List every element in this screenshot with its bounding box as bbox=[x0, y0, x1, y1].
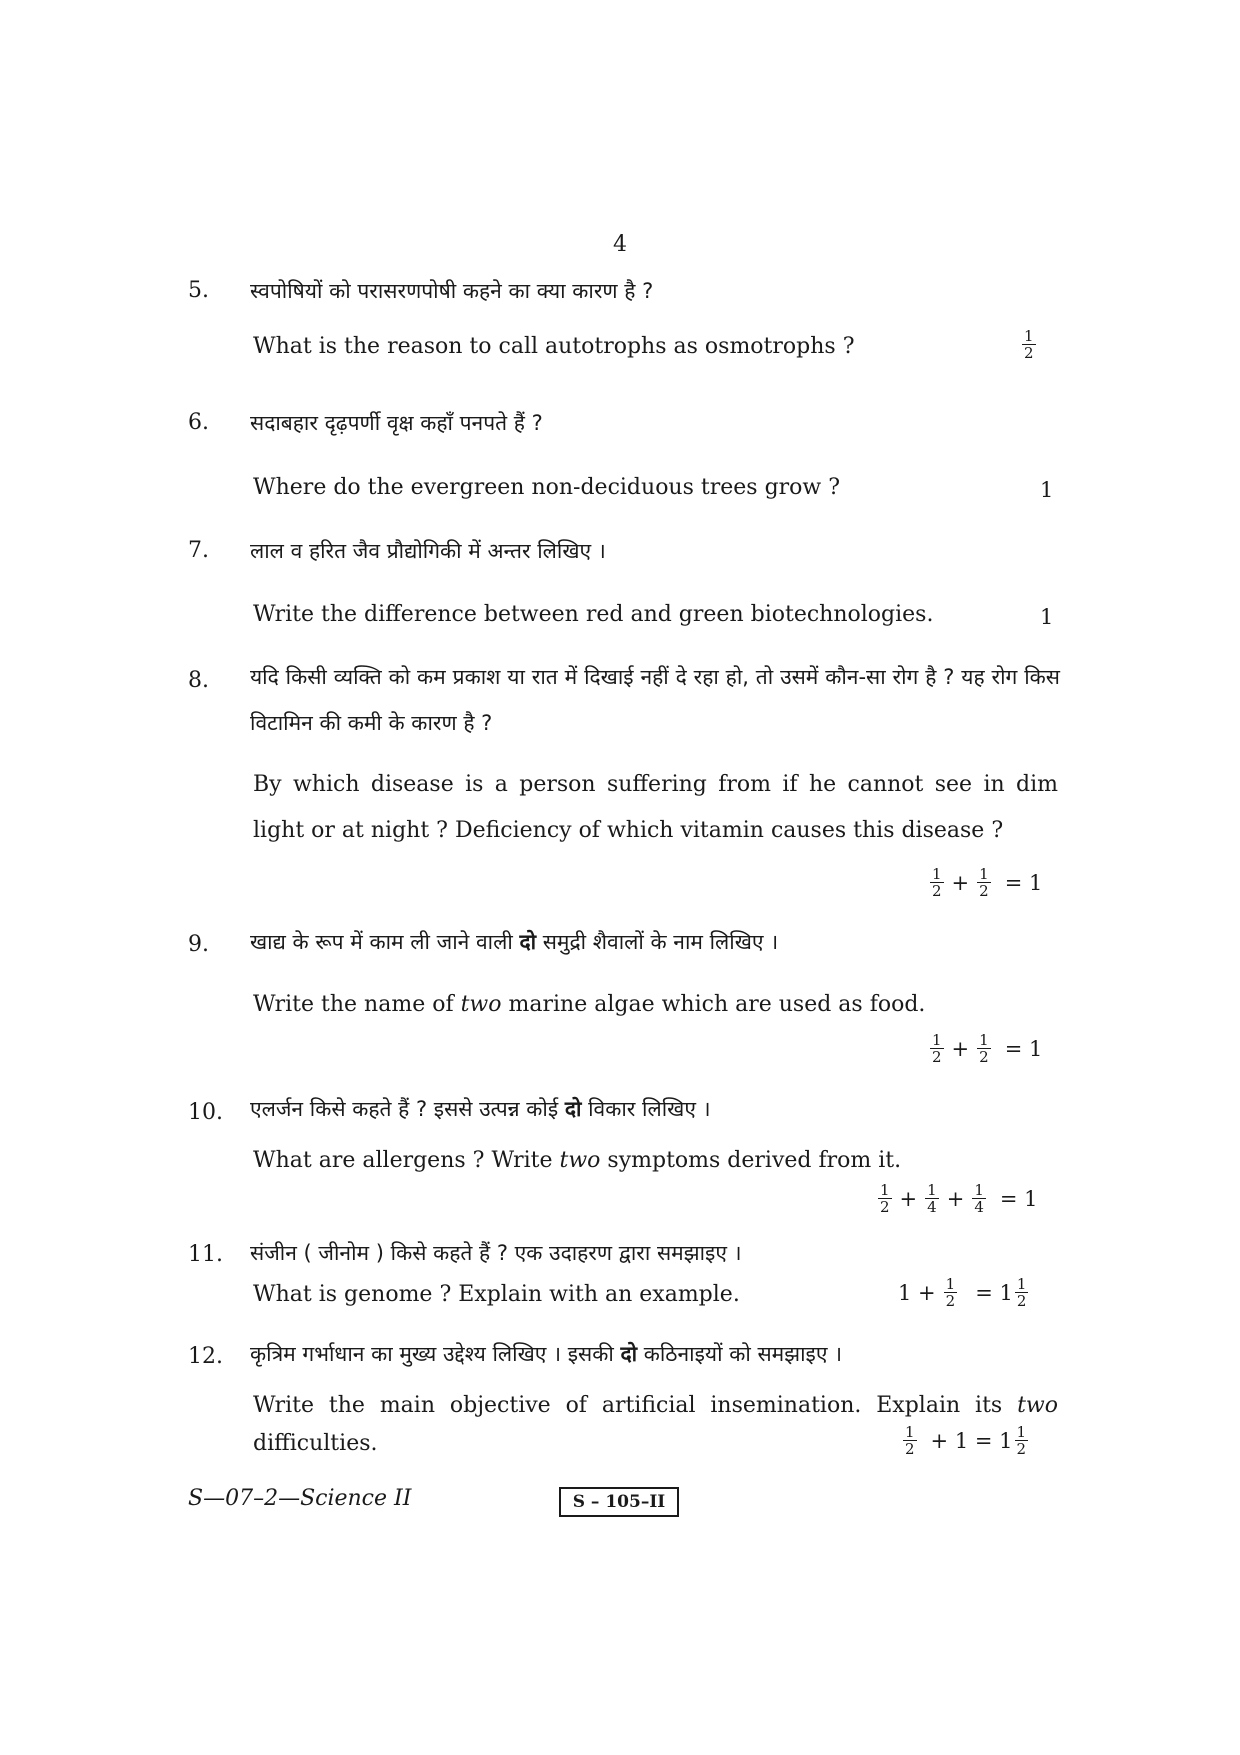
question-english: What is the reason to call autotrophs as osmotrophs ? bbox=[253, 334, 855, 359]
question-hindi: खाद्य के रूप में काम ली जाने वाली दो समुद्री शैवालों के नाम लिखिए । bbox=[250, 930, 779, 954]
question-number: 8. bbox=[188, 668, 209, 693]
footer-paper-code: S—07–2—Science II bbox=[188, 1486, 412, 1511]
fraction: $\frac{1}{2}$ bbox=[979, 865, 989, 900]
fraction: $\frac{1}{2}$ bbox=[1024, 327, 1034, 362]
question-marks: $\frac{1}{2}$ + $\frac{1}{2}$ = 1 bbox=[932, 1031, 1043, 1066]
question-number: 11. bbox=[188, 1242, 223, 1267]
question-english: Where do the evergreen non-deciduous trees grow ? bbox=[253, 475, 841, 500]
marks-total: = 1 bbox=[999, 1186, 1038, 1211]
question-number: 10. bbox=[188, 1100, 223, 1125]
fraction: $\frac{1}{4}$ bbox=[927, 1181, 937, 1216]
question-marks: $\frac{1}{2}$ + $\frac{1}{2}$ = 1 bbox=[932, 865, 1043, 900]
question-number: 5. bbox=[188, 278, 209, 303]
footer-boxed-code: S – 105–II bbox=[559, 1487, 679, 1517]
question-english: By which disease is a person suffering from if he cannot see in dim light or at night ? Deficiency of which vitamin causes this disease ? bbox=[253, 772, 1058, 843]
question-english: Write the name of two marine algae which are used as food. bbox=[253, 992, 926, 1017]
question-marks: $\frac{1}{2}$ + $\frac{1}{4}$ + $\frac{1}{4}$ = 1 bbox=[880, 1181, 1038, 1216]
question-marks: 1 bbox=[1040, 478, 1054, 502]
question-marks: 1 + $\frac{1}{2}$ = 1 $\frac{1}{2}$ bbox=[898, 1275, 1027, 1310]
question-english: What are allergens ? Write two symptoms derived from it. bbox=[253, 1148, 902, 1173]
fraction: $\frac{1}{2}$ bbox=[1016, 1423, 1027, 1458]
question-number: 7. bbox=[188, 538, 209, 563]
question-marks: 1 bbox=[1040, 605, 1054, 629]
marks-total: = 1 bbox=[1004, 870, 1043, 895]
question-number: 6. bbox=[188, 410, 209, 435]
fraction: $\frac{1}{2}$ bbox=[945, 1275, 956, 1310]
question-hindi: संजीन ( जीनोम ) किसे कहते हैं ? एक उदाहरण द्वारा समझाइए । bbox=[250, 1241, 742, 1265]
question-marks: $\frac{1}{2}$ + 1 = 1 $\frac{1}{2}$ bbox=[905, 1423, 1027, 1458]
fraction: $\frac{1}{2}$ bbox=[932, 1031, 942, 1066]
question-hindi: यदि किसी व्यक्ति को कम प्रकाश या रात में दिखाई नहीं दे रहा हो, तो उसमें कौन-सा रोग है ? यह रोग किस विटामिन की कमी के कारण है ? bbox=[250, 665, 1060, 735]
fraction: $\frac{1}{2}$ bbox=[932, 865, 942, 900]
question-english: What is genome ? Explain with an example. bbox=[253, 1282, 740, 1307]
fraction: $\frac{1}{2}$ bbox=[1016, 1275, 1027, 1310]
question-hindi: लाल व हरित जैव प्रौद्योगिकी में अन्तर लिखिए । bbox=[250, 539, 606, 563]
fraction: $\frac{1}{2}$ bbox=[880, 1181, 890, 1216]
question-marks bbox=[1022, 328, 1036, 361]
fraction: $\frac{1}{4}$ bbox=[974, 1181, 984, 1216]
question-hindi: स्वपोषियों को परासरणपोषी कहने का क्या कारण है ? bbox=[250, 279, 654, 303]
fraction: $\frac{1}{2}$ bbox=[905, 1423, 915, 1458]
question-hindi: एलर्जन किसे कहते हैं ? इससे उत्पन्न कोई दो विकार लिखिए । bbox=[250, 1097, 711, 1121]
question-english: Write the main objective of artificial insemination. Explain its two difficulties. bbox=[253, 1393, 1058, 1456]
question-english: Write the difference between red and green biotechnologies. bbox=[253, 602, 934, 627]
marks-total: = 1 bbox=[1004, 1036, 1043, 1061]
page-number: 4 bbox=[613, 232, 627, 257]
question-hindi: कृत्रिम गर्भाधान का मुख्य उद्देश्य लिखिए । इसकी दो कठिनाइयों को समझाइए । bbox=[250, 1342, 843, 1366]
question-hindi: सदाबहार दृढ़पर्णी वृक्ष कहाँ पनपते हैं ? bbox=[250, 411, 543, 435]
fraction: $\frac{1}{2}$ bbox=[979, 1031, 989, 1066]
question-number: 12. bbox=[188, 1344, 223, 1369]
question-number: 9. bbox=[188, 932, 209, 957]
